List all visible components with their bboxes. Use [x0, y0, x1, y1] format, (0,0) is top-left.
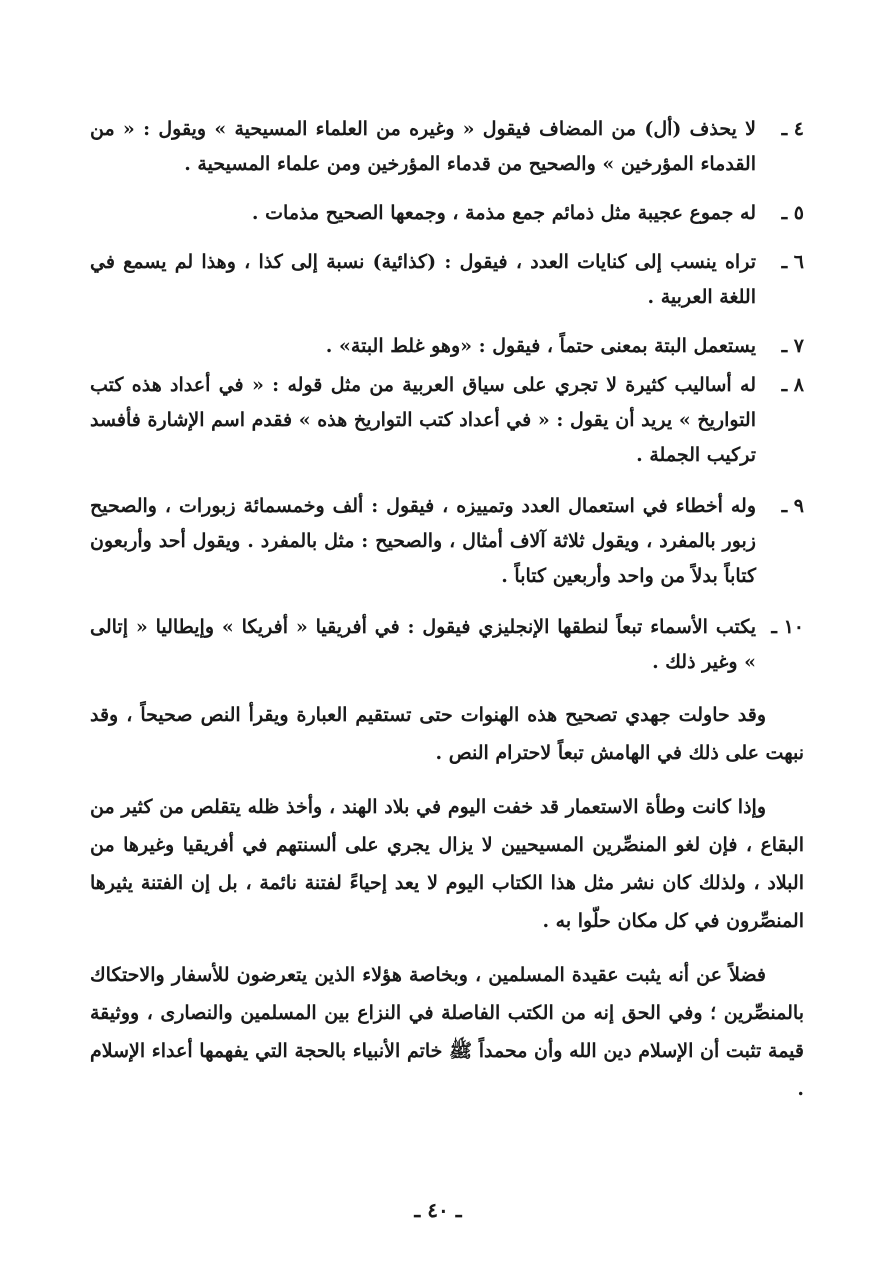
item-number: ٥ ـ — [781, 202, 804, 224]
item-text: له جموع عجيبة مثل ذمائم جمع مذمة ، وجمعها الصحيح مذمات . — [251, 202, 756, 224]
item-text: له أساليب كثيرة لا تجري على سياق العربية من مثل قوله : « في أعداد هذه كتب التواريخ » يريد أن يقول : « في أعداد كتب التواريخ هذه » فقدم اسم الإشارة فأفسد تركيب الجملة . — [90, 374, 756, 466]
notes-list — [90, 112, 804, 680]
item-number: ٧ ـ — [781, 335, 804, 357]
list-item — [90, 196, 804, 231]
item-text: تراه ينسب إلى كنايات العدد ، فيقول : (كذائية) نسبة إلى كذا ، وهذا لم يسمع في اللغة العربية . — [90, 251, 756, 308]
item-text: يستعمل البتة بمعنى حتماً ، فيقول : «وهو غلط البتة» . — [325, 335, 756, 357]
item-number: ٨ ـ — [781, 374, 804, 396]
paragraph: وإذا كانت وطأة الاستعمار قد خفت اليوم في بلاد الهند ، وأخذ ظله يتقلص من كثير من البقاع ، فإن لغو المنصِّرين المسيحيين لا يزال يجري على ألسنتهم في أفريقيا وغيرها من البلاد ، ولذلك كان نشر مثل هذا الكتاب اليوم لا يعد إحياءً لفتنة نائمة ، بل إن الفتنة يثيرها المنصِّرون في كل مكان حلّوا به . — [90, 796, 804, 932]
paragraph: وقد حاولت جهدي تصحيح هذه الهنوات حتى تستقيم العبارة ويقرأ النص صحيحاً ، وقد نبهت على ذلك في الهامش تبعاً لاحترام النص . — [90, 704, 804, 764]
item-number: ٩ ـ — [781, 495, 804, 517]
list-item — [90, 368, 804, 473]
item-number: ١٠ ـ — [771, 616, 804, 638]
list-item — [90, 610, 804, 680]
list-item — [90, 329, 804, 364]
item-text: يكتب الأسماء تبعاً لنطقها الإنجليزي فيقول : في أفريقيا « أفريكا » وإيطاليا « إتالى » وغير ذلك . — [90, 616, 756, 673]
item-text: لا يحذف (أل) من المضاف فيقول « وغيره من العلماء المسيحية » ويقول : « من القدماء المؤرخين » والصحيح من قدماء المؤرخين ومن علماء المسيحية . — [90, 118, 756, 175]
page-number: ـ ٤٠ ـ — [414, 1198, 462, 1222]
body-paragraphs — [90, 696, 804, 1124]
item-text: وله أخطاء في استعمال العدد وتمييزه ، فيقول : ألف وخمسمائة زبورات ، والصحيح زبور بالمفرد ، ويقول ثلاثة آلاف أمثال ، والصحيح : مثل بالمفرد . ويقول أحد وأربعون كتاباً بدلاً من واحد وأربعين كتاباً . — [90, 495, 756, 587]
paragraph: فضلاً عن أنه يثبت عقيدة المسلمين ، وبخاصة هؤلاء الذين يتعرضون للأسفار والاحتكاك بالمنصِّرين ؛ وفي الحق إنه من الكتب الفاصلة في النزاع بين المسلمين والنصارى ، ووثيقة قيمة تثبت أن الإسلام دين الله وأن محمداً ﷺ خاتم الأنبياء بالحجة التي يفهمها أعداء الإسلام . — [90, 964, 804, 1100]
list-item — [90, 245, 804, 315]
item-number: ٤ ـ — [781, 118, 804, 140]
list-item — [90, 112, 804, 182]
list-item — [90, 489, 804, 594]
item-number: ٦ ـ — [781, 251, 804, 273]
